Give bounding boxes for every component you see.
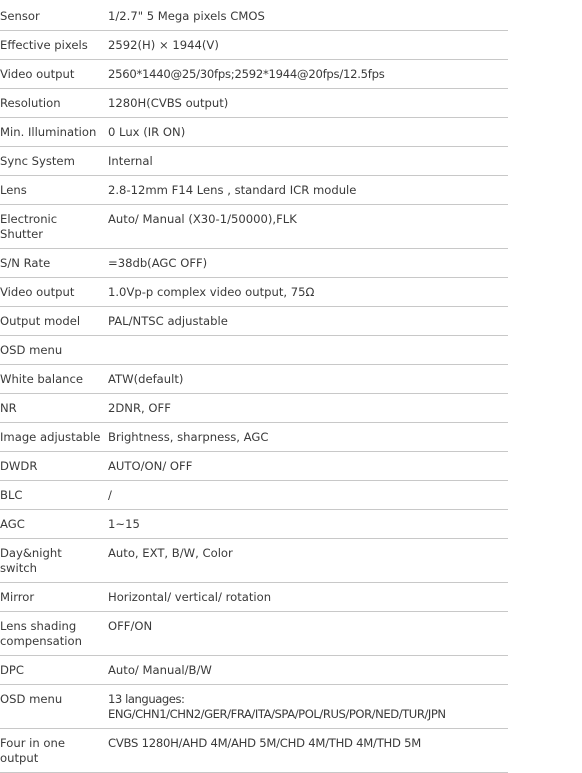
spec-row-electronic-shutter (0, 205, 508, 249)
spec-label: Effective pixels (0, 31, 105, 60)
spec-label: Min. Illumination (0, 118, 105, 147)
spec-value: 2592(H) × 1944(V) (105, 31, 508, 60)
spec-value: Horizontal/ vertical/ rotation (105, 583, 508, 612)
spec-value: 1280H(CVBS output) (105, 89, 508, 118)
spec-value: =38db(AGC OFF) (105, 249, 508, 278)
spec-row-mirror (0, 583, 508, 612)
spec-label: S/N Rate (0, 249, 105, 278)
spec-label: DWDR (0, 452, 105, 481)
spec-row-sync-system (0, 147, 508, 176)
spec-row-sn-rate (0, 249, 508, 278)
spec-row-lens (0, 176, 508, 205)
spec-row-blc (0, 481, 508, 510)
spec-row-agc (0, 510, 508, 539)
spec-label: AGC (0, 510, 105, 539)
spec-value: 13 languages: ENG/CHN1/CHN2/GER/FRA/ITA/SPA/POL/RUS/POR/NED/TUR/JPN (105, 685, 508, 729)
spec-value: 1.0Vp-p complex video output, 75Ω (105, 278, 508, 307)
spec-value: PAL/NTSC adjustable (105, 307, 508, 336)
spec-row-lens-shading (0, 612, 508, 656)
spec-label: Mirror (0, 583, 105, 612)
spec-label: DPC (0, 656, 105, 685)
spec-value: Auto/ Manual/B/W (105, 656, 508, 685)
spec-value: 2560*1440@25/30fps;2592*1944@20fps/12.5fps (105, 60, 508, 89)
spec-value: 1/2.7" 5 Mega pixels CMOS (105, 0, 508, 31)
spec-value: 2.8-12mm F14 Lens , standard ICR module (105, 176, 508, 205)
spec-value: / (105, 481, 508, 510)
spec-row-white-balance (0, 365, 508, 394)
spec-label: Video output (0, 278, 105, 307)
spec-row-output-model (0, 307, 508, 336)
spec-value: Auto, EXT, B/W, Color (105, 539, 508, 583)
spec-label: Sensor (0, 0, 105, 31)
spec-row-image-adjustable (0, 423, 508, 452)
spec-value: ATW(default) (105, 365, 508, 394)
spec-row-nr (0, 394, 508, 423)
spec-label: BLC (0, 481, 105, 510)
spec-label: Electronic Shutter (0, 205, 105, 249)
spec-label: Lens (0, 176, 105, 205)
spec-value: 1~15 (105, 510, 508, 539)
spec-label: OSD menu (0, 336, 105, 365)
spec-label: Video output (0, 60, 105, 89)
spec-value: 2DNR, OFF (105, 394, 508, 423)
spec-label: Output model (0, 307, 105, 336)
spec-label: NR (0, 394, 105, 423)
spec-value: AUTO/ON/ OFF (105, 452, 508, 481)
spec-row-dpc (0, 656, 508, 685)
spec-label: OSD menu (0, 685, 105, 729)
spec-row-video-output-2 (0, 278, 508, 307)
spec-label: Day&night switch (0, 539, 105, 583)
spec-value: Brightness, sharpness, AGC (105, 423, 508, 452)
spec-value: Auto/ Manual (X30-1/50000),FLK (105, 205, 508, 249)
spec-row-resolution (0, 89, 508, 118)
spec-row-effective-pixels (0, 31, 508, 60)
spec-value: OFF/ON (105, 612, 508, 656)
spec-row-video-output (0, 60, 508, 89)
spec-value (105, 336, 508, 365)
spec-row-osd-menu (0, 336, 508, 365)
spec-row-min-illumination (0, 118, 508, 147)
spec-value: Internal (105, 147, 508, 176)
spec-label: Resolution (0, 89, 105, 118)
spec-row-sensor (0, 0, 508, 31)
spec-label: Four in one output (0, 729, 105, 773)
spec-label: Lens shading compensation (0, 612, 105, 656)
spec-row-four-in-one-output (0, 729, 508, 773)
spec-row-dwdr (0, 452, 508, 481)
spec-row-day-night-switch (0, 539, 508, 583)
spec-value: CVBS 1280H/AHD 4M/AHD 5M/CHD 4M/THD 4M/THD 5M (105, 729, 508, 773)
spec-label: White balance (0, 365, 105, 394)
spec-label: Image adjustable (0, 423, 105, 452)
spec-label: Sync System (0, 147, 105, 176)
spec-value: 0 Lux (IR ON) (105, 118, 508, 147)
spec-row-osd-menu-languages (0, 685, 508, 729)
